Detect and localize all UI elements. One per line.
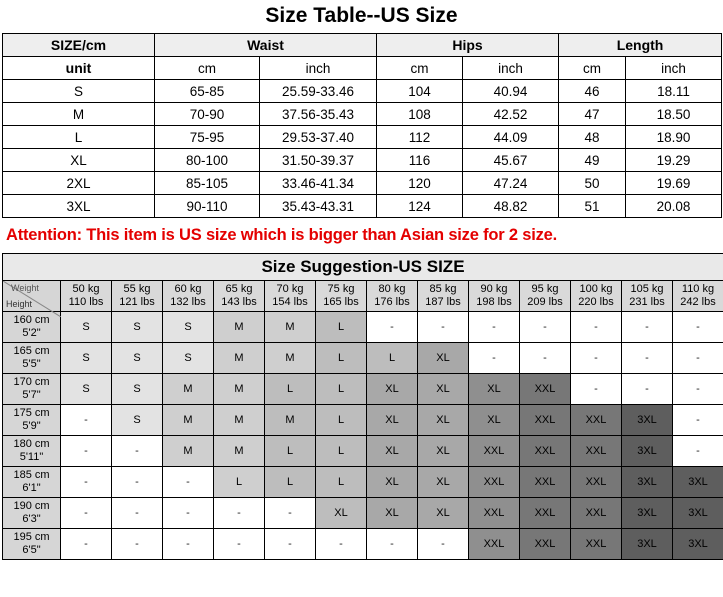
size-table [2,33,722,218]
height-cm: 195 cm [13,531,50,543]
row-length-inch: 20.08 [626,195,722,218]
suggestion-cell: XL [367,436,418,467]
suggestion-cell: 3XL [622,529,673,560]
row-waist-cm: 80-100 [155,149,260,172]
suggestion-cell: 3XL [673,529,723,560]
suggestion-cell: - [61,529,112,560]
weight-header [112,281,163,312]
suggestion-cell: - [571,374,622,405]
suggestion-cell: L [367,343,418,374]
row-length-cm: 49 [559,149,626,172]
suggestion-cell: M [163,374,214,405]
suggestion-cell: S [163,343,214,374]
height-ft: 6'3" [22,513,41,525]
weight-kg: 55 kg [123,283,151,295]
weight-lbs: 165 lbs [323,296,359,308]
row-length-inch: 18.11 [626,80,722,103]
suggestion-cell: - [112,529,163,560]
row-hips-cm: 124 [377,195,463,218]
suggestion-cell: - [265,498,316,529]
suggestion-cell: M [214,374,265,405]
row-waist-inch: 25.59-33.46 [260,80,377,103]
height-cm: 175 cm [13,407,50,419]
suggestion-cell: S [112,343,163,374]
suggestion-cell: - [112,498,163,529]
weight-kg: 65 kg [225,283,253,295]
weight-kg: 100 kg [579,283,613,295]
suggestion-cell: XXL [520,529,571,560]
height-ft: 5'2" [22,327,41,339]
group-header-waist: Waist [155,34,377,57]
suggestion-cell: XXL [571,529,622,560]
suggestion-cell: M [163,436,214,467]
suggestion-cell: L [316,312,367,343]
suggestion-cell: 3XL [673,498,723,529]
suggestion-cell: XL [469,374,520,405]
axis-corner-cell [3,281,61,312]
suggestion-cell: XL [418,374,469,405]
suggestion-cell: - [673,405,723,436]
suggestion-row [3,467,723,498]
weight-header [367,281,418,312]
weight-kg: 95 kg [531,283,559,295]
suggestion-cell: XXL [520,436,571,467]
suggestion-cell: - [163,467,214,498]
height-ft: 6'5" [22,544,41,556]
row-hips-inch: 48.82 [463,195,559,218]
suggestion-cell: M [214,405,265,436]
group-header-length: Length [559,34,722,57]
suggestion-cell: 3XL [622,405,673,436]
height-cm: 190 cm [13,500,50,512]
row-size: M [3,103,155,126]
weight-lbs: 220 lbs [578,296,614,308]
size-suggestion-section [0,253,723,560]
suggestion-cell: L [214,467,265,498]
weight-header [214,281,265,312]
suggestion-cell: - [163,498,214,529]
suggestion-cell: XXL [520,467,571,498]
table-row [3,103,722,126]
suggestion-cell: XXL [520,498,571,529]
size-suggestion-body [3,254,723,560]
row-hips-cm: 108 [377,103,463,126]
suggestion-cell: L [316,436,367,467]
row-length-cm: 51 [559,195,626,218]
height-ft: 5'7" [22,389,41,401]
row-size: XL [3,149,155,172]
row-waist-inch: 29.53-37.40 [260,126,377,149]
weight-header [418,281,469,312]
suggestion-cell: XXL [469,467,520,498]
suggestion-cell: - [265,529,316,560]
group-header-size: SIZE/cm [3,34,155,57]
suggestion-row [3,405,723,436]
row-length-inch: 18.50 [626,103,722,126]
weight-header [673,281,723,312]
row-waist-cm: 75-95 [155,126,260,149]
weight-lbs: 231 lbs [629,296,665,308]
suggestion-cell: XL [418,467,469,498]
table-row [3,149,722,172]
weight-header [571,281,622,312]
suggestion-cell: - [61,405,112,436]
suggestion-cell: - [316,529,367,560]
suggestion-cell: M [214,436,265,467]
suggestion-row [3,312,723,343]
row-waist-inch: 31.50-39.37 [260,149,377,172]
weight-lbs: 198 lbs [476,296,512,308]
height-axis-label: Height [6,299,33,309]
row-hips-inch: 47.24 [463,172,559,195]
suggestion-cell: - [622,343,673,374]
row-size: 3XL [3,195,155,218]
suggestion-cell: XXL [520,405,571,436]
weight-lbs: 154 lbs [272,296,308,308]
weight-kg: 90 kg [480,283,508,295]
weight-kg: 60 kg [174,283,202,295]
weight-lbs: 176 lbs [374,296,410,308]
suggestion-title: Size Suggestion-US SIZE [3,254,723,281]
suggestion-cell: - [673,312,723,343]
suggestion-cell: L [265,374,316,405]
suggestion-cell: - [520,312,571,343]
weight-header [265,281,316,312]
row-length-inch: 19.29 [626,149,722,172]
size-table-group-header-row [3,34,722,57]
row-waist-cm: 65-85 [155,80,260,103]
row-hips-inch: 44.09 [463,126,559,149]
suggestion-cell: - [469,343,520,374]
weight-header [520,281,571,312]
suggestion-cell: M [265,343,316,374]
height-header [3,467,61,498]
suggestion-cell: M [265,312,316,343]
size-table-unit-row [3,57,722,80]
weight-kg: 80 kg [378,283,406,295]
row-hips-cm: 116 [377,149,463,172]
height-ft: 5'5" [22,358,41,370]
suggestion-cell: S [163,312,214,343]
suggestion-cell: - [418,529,469,560]
height-header [3,343,61,374]
suggestion-cell: XL [418,343,469,374]
unit-length-cm: cm [559,57,626,80]
suggestion-cell: XXL [469,498,520,529]
row-size: L [3,126,155,149]
suggestion-weight-header-row [3,281,723,312]
unit-hips-inch: inch [463,57,559,80]
row-waist-inch: 37.56-35.43 [260,103,377,126]
suggestion-cell: 3XL [622,467,673,498]
weight-kg: 110 kg [681,283,715,295]
suggestion-cell: XXL [571,405,622,436]
row-hips-cm: 120 [377,172,463,195]
suggestion-cell: M [265,405,316,436]
row-hips-inch: 42.52 [463,103,559,126]
suggestion-row [3,529,723,560]
suggestion-cell: XXL [469,529,520,560]
weight-lbs: 143 lbs [221,296,257,308]
row-length-cm: 46 [559,80,626,103]
suggestion-cell: - [163,529,214,560]
weight-kg: 70 kg [276,283,304,295]
height-cm: 170 cm [13,376,50,388]
row-hips-inch: 45.67 [463,149,559,172]
suggestion-cell: - [367,312,418,343]
unit-length-inch: inch [626,57,722,80]
unit-waist-cm: cm [155,57,260,80]
size-table-body [3,34,722,218]
suggestion-row [3,374,723,405]
suggestion-cell: S [112,374,163,405]
suggestion-cell: M [214,312,265,343]
row-hips-cm: 112 [377,126,463,149]
row-waist-cm: 90-110 [155,195,260,218]
suggestion-cell: - [214,529,265,560]
suggestion-row [3,343,723,374]
suggestion-cell: XXL [469,436,520,467]
weight-header [469,281,520,312]
suggestion-row [3,436,723,467]
weight-axis-label: Weight [11,283,39,293]
row-hips-cm: 104 [377,80,463,103]
row-waist-cm: 70-90 [155,103,260,126]
table-row [3,126,722,149]
suggestion-cell: - [469,312,520,343]
suggestion-cell: XL [469,405,520,436]
weight-header [61,281,112,312]
height-ft: 5'9" [22,420,41,432]
suggestion-cell: - [622,374,673,405]
suggestion-cell: L [265,467,316,498]
suggestion-cell: L [316,467,367,498]
weight-lbs: 242 lbs [680,296,716,308]
attention-note: Attention: This item is US size which is bigger than Asian size for 2 size. [6,226,557,244]
suggestion-cell: XL [316,498,367,529]
row-length-cm: 47 [559,103,626,126]
suggestion-cell: S [112,312,163,343]
suggestion-cell: L [265,436,316,467]
suggestion-cell: - [112,467,163,498]
weight-kg: 50 kg [72,283,100,295]
height-ft: 6'1" [22,482,41,494]
suggestion-cell: 3XL [622,498,673,529]
row-size: S [3,80,155,103]
group-header-hips: Hips [377,34,559,57]
suggestion-cell: M [214,343,265,374]
suggestion-cell: XL [367,498,418,529]
suggestion-cell: M [163,405,214,436]
weight-header [622,281,673,312]
suggestion-cell: XXL [571,498,622,529]
suggestion-cell: - [61,436,112,467]
row-hips-inch: 40.94 [463,80,559,103]
row-length-cm: 48 [559,126,626,149]
suggestion-cell: S [61,312,112,343]
weight-kg: 105 kg [630,283,664,295]
suggestion-cell: 3XL [622,436,673,467]
weight-header [163,281,214,312]
height-ft: 5'11" [19,451,44,463]
table-row [3,172,722,195]
weight-header [316,281,367,312]
height-header [3,436,61,467]
suggestion-cell: XL [367,374,418,405]
suggestion-cell: 3XL [673,467,723,498]
suggestion-cell: XL [418,498,469,529]
row-length-cm: 50 [559,172,626,195]
weight-lbs: 187 lbs [425,296,461,308]
row-length-inch: 19.69 [626,172,722,195]
height-cm: 185 cm [13,469,50,481]
height-header [3,374,61,405]
unit-waist-inch: inch [260,57,377,80]
row-length-inch: 18.90 [626,126,722,149]
row-waist-cm: 85-105 [155,172,260,195]
suggestion-cell: S [112,405,163,436]
height-header [3,529,61,560]
height-header [3,405,61,436]
suggestion-cell: S [61,374,112,405]
suggestion-cell: - [112,436,163,467]
suggestion-cell: - [367,529,418,560]
suggestion-cell: XXL [571,436,622,467]
unit-hips-cm: cm [377,57,463,80]
suggestion-cell: XL [367,467,418,498]
row-waist-inch: 33.46-41.34 [260,172,377,195]
suggestion-cell: - [673,374,723,405]
suggestion-cell: - [214,498,265,529]
suggestion-cell: - [61,467,112,498]
suggestion-cell: XXL [520,374,571,405]
row-waist-inch: 35.43-43.31 [260,195,377,218]
suggestion-title-row [3,254,723,281]
row-size: 2XL [3,172,155,195]
unit-label: unit [3,57,155,80]
suggestion-cell: - [418,312,469,343]
suggestion-row [3,498,723,529]
suggestion-cell: L [316,343,367,374]
suggestion-cell: XXL [571,467,622,498]
suggestion-cell: XL [418,405,469,436]
suggestion-cell: - [622,312,673,343]
size-table-title: Size Table--US Size [265,4,458,27]
table-row [3,80,722,103]
size-suggestion-table [2,253,723,560]
suggestion-cell: - [520,343,571,374]
height-header [3,498,61,529]
suggestion-cell: - [571,343,622,374]
weight-kg: 75 kg [327,283,355,295]
suggestion-cell: - [571,312,622,343]
suggestion-cell: XL [418,436,469,467]
height-cm: 160 cm [13,314,50,326]
table-row [3,195,722,218]
suggestion-cell: - [673,343,723,374]
suggestion-cell: XL [367,405,418,436]
weight-lbs: 110 lbs [68,296,104,308]
height-cm: 180 cm [13,438,50,450]
suggestion-cell: L [316,405,367,436]
suggestion-cell: S [61,343,112,374]
suggestion-cell: - [61,498,112,529]
weight-kg: 85 kg [429,283,457,295]
weight-lbs: 132 lbs [170,296,206,308]
weight-lbs: 209 lbs [527,296,563,308]
suggestion-cell: L [316,374,367,405]
weight-lbs: 121 lbs [119,296,155,308]
height-cm: 165 cm [13,345,50,357]
suggestion-cell: - [673,436,723,467]
